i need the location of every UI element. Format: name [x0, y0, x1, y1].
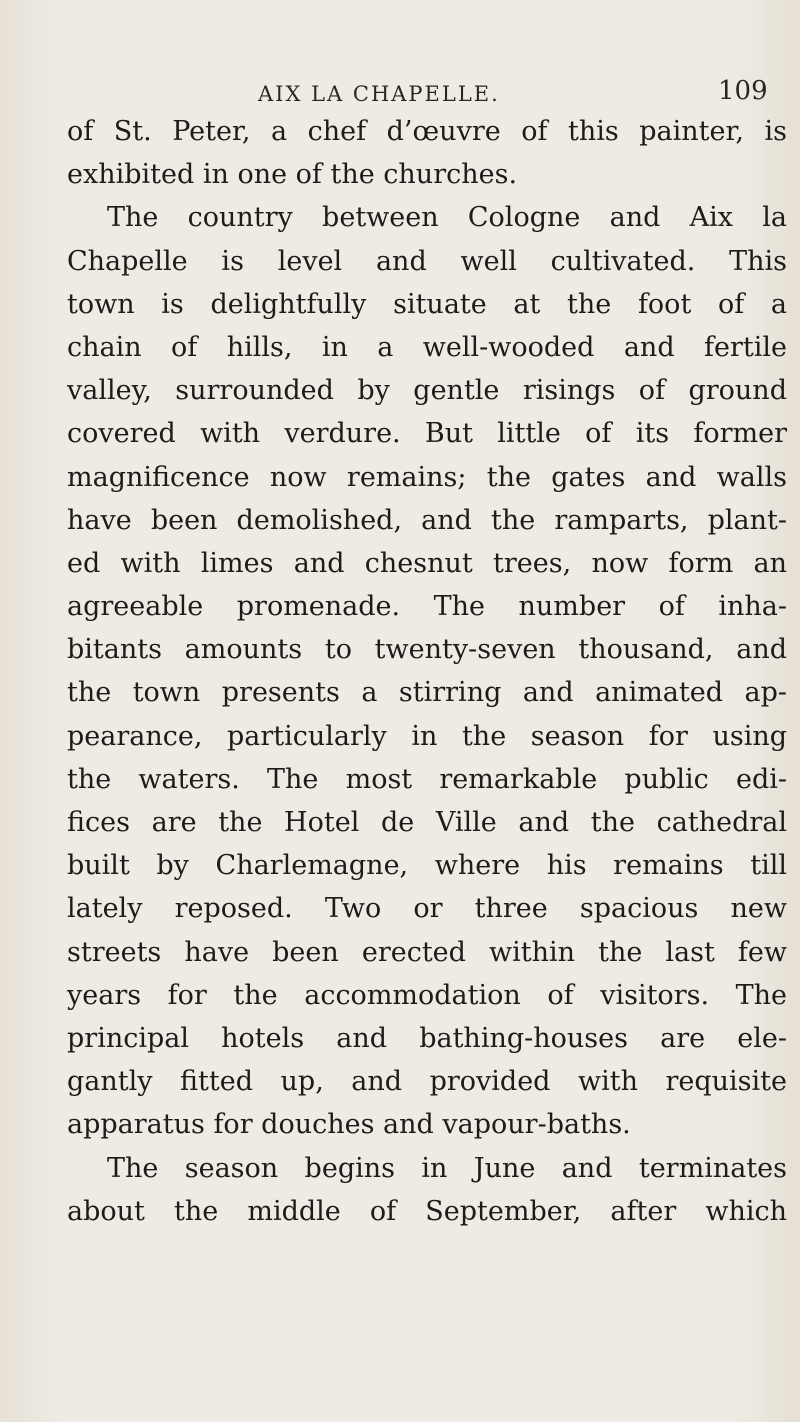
- text-line: The season begins in June and terminates: [107, 1152, 787, 1184]
- text-line: apparatus for douches and vapour-baths.: [67, 1109, 631, 1141]
- text-line: fices are the Hotel de Ville and the cathedral: [67, 807, 787, 838]
- text-line: gantly fitted up, and provided with requisite: [67, 1066, 787, 1098]
- text-line: pearance, particularly in the season for using: [67, 720, 787, 752]
- text-line: lately reposed. Two or three spacious new: [67, 893, 787, 925]
- text-line: ed with limes and chesnut trees, now form an: [67, 547, 787, 579]
- text-line: covered with verdure. But little of its former: [67, 418, 787, 450]
- text-line: streets have been erected within the last few: [67, 936, 787, 968]
- text-line: The country between Cologne and Aix la: [107, 202, 787, 234]
- text-line: bitants amounts to twenty-seven thousand, and: [67, 634, 787, 666]
- body-text: [67, 110, 787, 1233]
- text-line: of St. Peter, a chef d’œuvre of this painter, is: [67, 116, 787, 147]
- text-line: valley, surrounded by gentle risings of ground: [67, 375, 787, 407]
- text-line: years for the accommodation of visitors. The: [67, 979, 787, 1011]
- text-line: magnificence now remains; the gates and walls: [67, 461, 787, 493]
- text-line: Chapelle is level and well cultivated. This: [67, 245, 787, 277]
- text-line: about the middle of September, after which: [67, 1195, 787, 1227]
- text-line: agreeable promenade. The number of inha-: [67, 591, 787, 623]
- page-number: 109: [718, 76, 768, 106]
- running-title: AIX LA CHAPELLE.: [258, 82, 500, 106]
- text-line: town is delightfully situate at the foot of a: [67, 288, 787, 320]
- text-line: the waters. The most remarkable public edi-: [67, 763, 787, 795]
- text-line: have been demolished, and the ramparts, plant-: [67, 504, 787, 536]
- text-line: built by Charlemagne, where his remains till: [67, 850, 787, 882]
- text-line: chain of hills, in a well-wooded and fertile: [67, 331, 787, 363]
- text-line: the town presents a stirring and animated ap-: [67, 677, 787, 709]
- text-line: exhibited in one of the churches.: [67, 159, 518, 191]
- text-line: principal hotels and bathing-houses are ele-: [67, 1022, 787, 1054]
